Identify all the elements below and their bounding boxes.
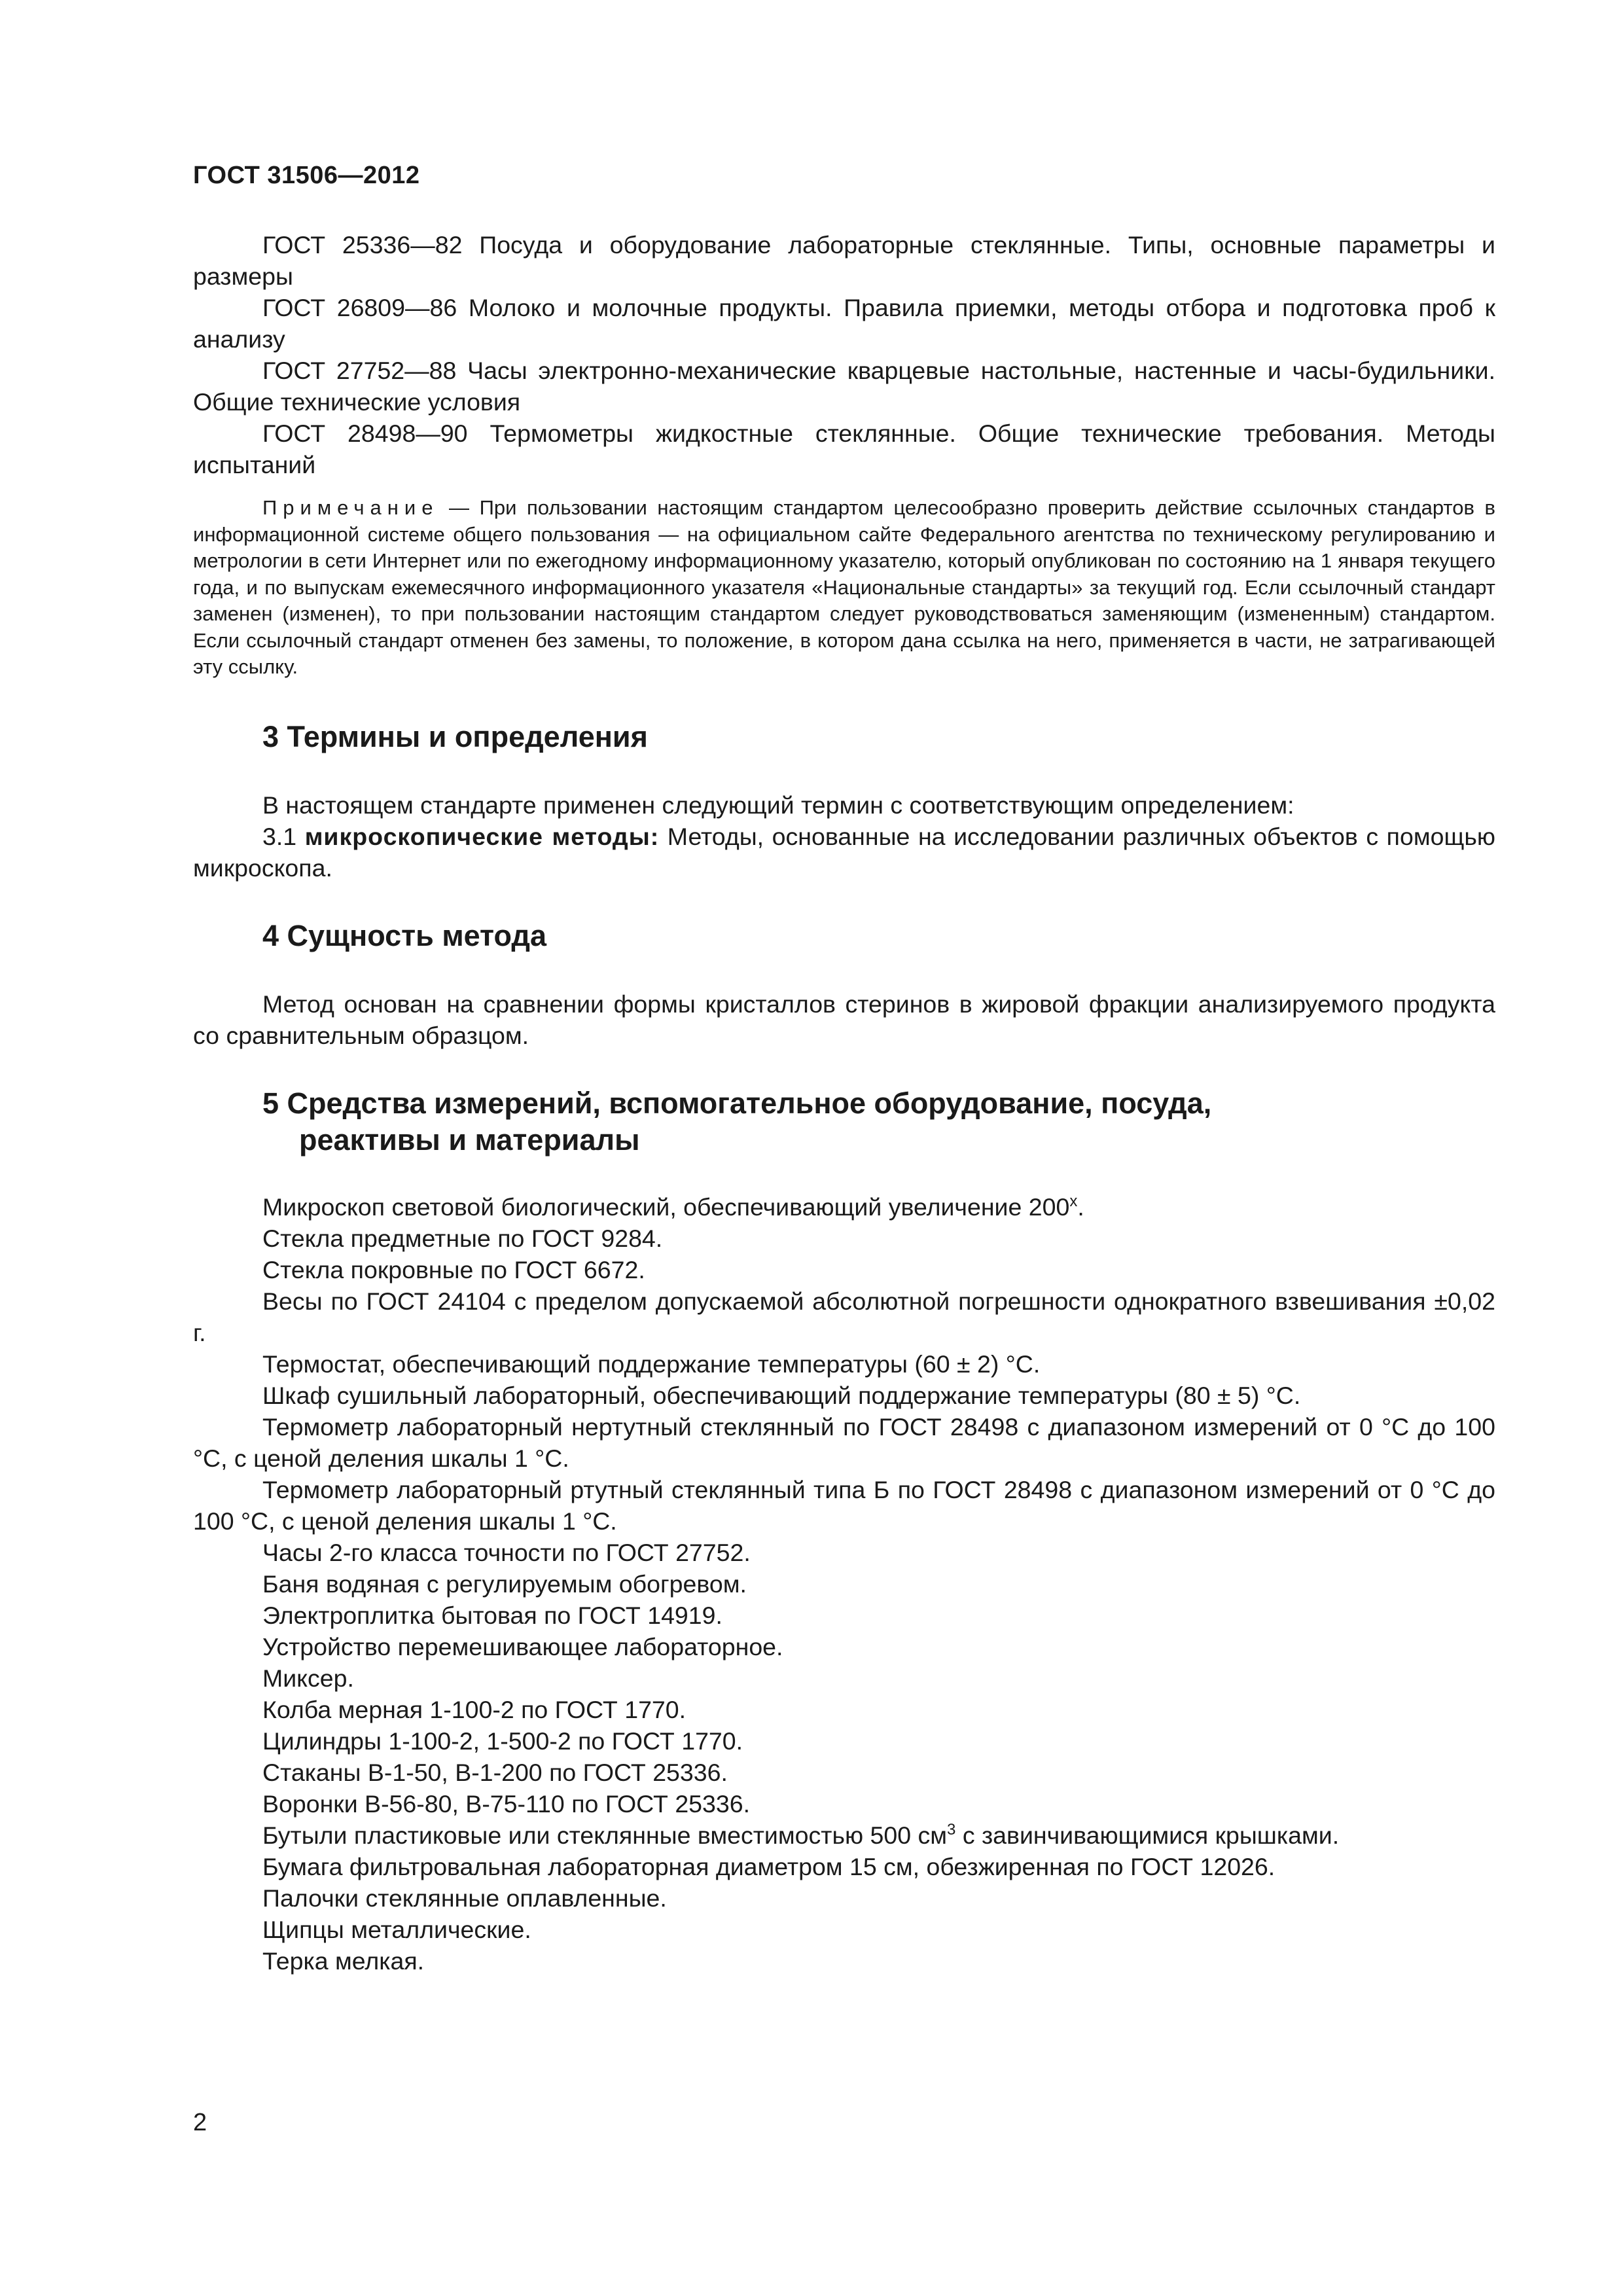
list-item: Бумага фильтровальная лабораторная диаметром 15 см, обезжиренная по ГОСТ 12026. (262, 1852, 1275, 1880)
term-name: микроскопические методы: (304, 822, 660, 850)
note-text: — При пользовании настоящим стандартом целесообразно проверить действие ссылочных стандартов в информационной системе общего пользования — на официальном сайте Федерального агентства по техническому регулированию и метрологии в сети Интернет или по ежегодному информационному указателю, который опубликован по состоянию на 1 января текущего года, и по выпускам ежемесячного информационного указателя «Национальные стандарты» за текущий год. Если ссылочный стандарт заменен (изменен), то при пользовании настоящим стандартом следует руководствоваться заменяющим (измененным) стандартом. Если ссылочный стандарт отменен без замены, то положение, в котором дана ссылка на него, применяется в части, не затрагивающей эту ссылку. (193, 496, 1495, 678)
reference-item: ГОСТ 25336—82 Посуда и оборудование лабораторные стеклянные. Типы, основные параметры и размеры (193, 231, 1495, 290)
section-3-heading: 3 Термины и определения (262, 719, 648, 753)
list-item-text: . (1077, 1193, 1084, 1221)
document-body (193, 229, 1495, 1977)
term-number: 3.1 (262, 822, 305, 850)
list-item: Щипцы металлические. (262, 1915, 531, 1943)
section-4-heading: 4 Сущность метода (262, 918, 546, 952)
list-item: Термометр лабораторный ртутный стеклянный типа Б по ГОСТ 28498 с диапазоном измерений от 0 °C до 100 °C, с ценой деления шкалы 1 °C. (193, 1475, 1495, 1535)
reference-item: ГОСТ 27752—88 Часы электронно-механические кварцевые настольные, настенные и часы-будильники. Общие технические условия (193, 357, 1495, 416)
section-3-intro: В настоящем стандарте применен следующий термин с соответствующим определением: (262, 791, 1294, 819)
list-item: Шкаф сушильный лабораторный, обеспечивающий поддержание температуры (80 ± 5) °C. (262, 1381, 1301, 1409)
list-item (193, 1191, 1495, 1223)
reference-note (193, 495, 1495, 681)
section-4-text: Метод основан на сравнении формы кристаллов стеринов в жировой фракции анализируемого продукта со сравнительным образцом. (193, 990, 1495, 1049)
list-item: Стекла покровные по ГОСТ 6672. (262, 1255, 645, 1283)
section-5-heading-line-2: реактивы и материалы (299, 1122, 640, 1157)
reference-item: ГОСТ 28498—90 Термометры жидкостные стеклянные. Общие технические требования. Методы испытаний (193, 420, 1495, 478)
normative-references-list (193, 229, 1495, 480)
list-item-superscript: 3 (947, 1820, 956, 1839)
list-item: Устройство перемешивающее лабораторное. (262, 1632, 783, 1660)
list-item: Термометр лабораторный нертутный стеклянный по ГОСТ 28498 с диапазоном измерений от 0 °C до 100 °C, с ценой деления шкалы 1 °C. (193, 1412, 1495, 1472)
document-code-header: ГОСТ 31506—2012 (193, 162, 420, 189)
list-item: Воронки В-56-80, В-75-110 по ГОСТ 25336. (262, 1789, 751, 1818)
term-definition-text: Методы, основанные на исследовании различных объектов с помощью микроскопа. (193, 822, 1495, 882)
list-item-text: с завинчивающимися крышками. (955, 1821, 1340, 1849)
list-item (193, 1820, 1495, 1851)
list-item: Термостат, обеспечивающий поддержание температуры (60 ± 2) °C. (262, 1350, 1041, 1378)
reference-item: ГОСТ 26809—86 Молоко и молочные продукты. Правила приемки, методы отбора и подготовка проб к анализу (193, 294, 1495, 353)
list-item: Терка мелкая. (262, 1946, 425, 1975)
list-item: Миксер. (262, 1664, 354, 1692)
list-item: Стаканы В-1-50, В-1-200 по ГОСТ 25336. (262, 1758, 728, 1786)
equipment-list (193, 1191, 1495, 1977)
list-item: Цилиндры 1-100-2, 1-500-2 по ГОСТ 1770. (262, 1727, 743, 1755)
note-label: Примечание (262, 496, 439, 519)
list-item-text: Микроскоп световой биологический, обеспечивающий увеличение 200 (262, 1193, 1070, 1221)
list-item-superscript: x (1069, 1192, 1078, 1210)
list-item: Электроплитка бытовая по ГОСТ 14919. (262, 1601, 722, 1629)
list-item: Весы по ГОСТ 24104 с пределом допускаемой абсолютной погрешности однократного взвешивания ±0,02 г. (193, 1287, 1495, 1346)
list-item: Часы 2-го класса точности по ГОСТ 27752. (262, 1538, 751, 1566)
page-number: 2 (193, 2109, 207, 2136)
list-item: Палочки стеклянные оплавленные. (262, 1884, 667, 1912)
list-item: Колба мерная 1-100-2 по ГОСТ 1770. (262, 1695, 687, 1723)
term-definition (193, 821, 1495, 884)
list-item-text: Бутыли пластиковые или стеклянные вместимостью 500 см (262, 1821, 948, 1849)
section-5-heading (193, 1085, 1495, 1158)
section-5-heading-line-1: 5 Средства измерений, вспомогательное оборудование, посуда, (262, 1086, 1212, 1120)
list-item: Стекла предметные по ГОСТ 9284. (262, 1224, 663, 1252)
list-item: Баня водяная с регулируемым обогревом. (262, 1570, 747, 1598)
